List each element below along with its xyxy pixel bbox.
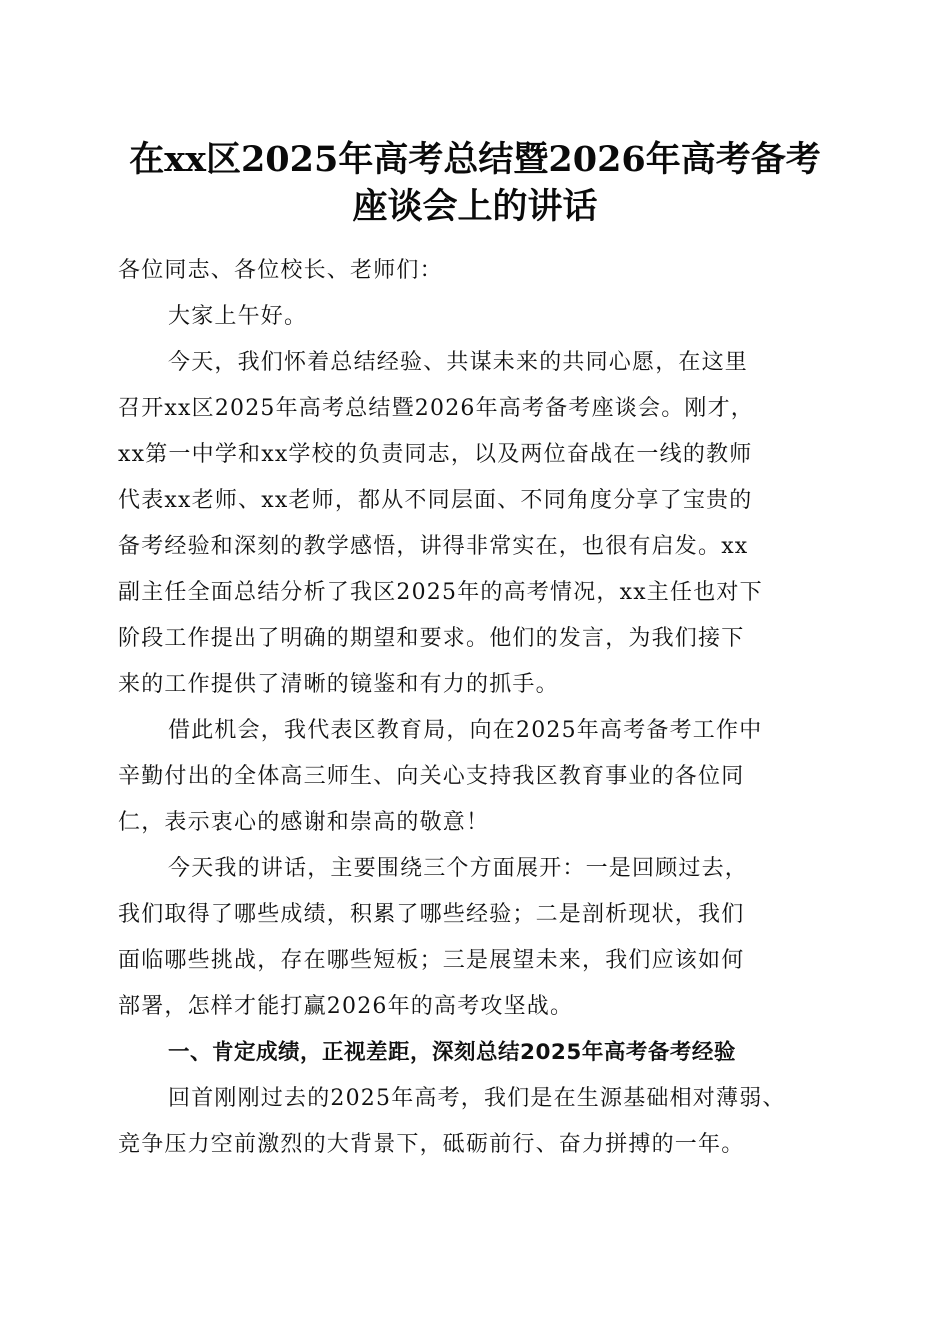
paragraph-line: 面临哪些挑战，存在哪些短板；三是展望未来，我们应该如何 xyxy=(118,948,745,973)
paragraph-line: xx第一中学和xx学校的负责同志，以及两位奋战在一线的教师 xyxy=(118,442,753,467)
paragraph-line: 辛勤付出的全体高三师生、向关心支持我区教育事业的各位同 xyxy=(118,764,745,789)
document-title-line-2: 座谈会上的讲话 xyxy=(352,186,598,227)
paragraph-line: 代表xx老师、xx老师，都从不同层面、不同角度分享了宝贵的 xyxy=(118,488,753,513)
document-title-line-1: 在xx区2025年高考总结暨2026年高考备考 xyxy=(129,139,821,180)
paragraph-line: 召开xx区2025年高考总结暨2026年高考备考座谈会。刚才， xyxy=(118,396,754,421)
paragraph-line: 今天，我们怀着总结经验、共谋未来的共同心愿，在这里 xyxy=(168,350,749,375)
paragraph-line: 备考经验和深刻的教学感悟，讲得非常实在，也很有启发。xx xyxy=(118,534,749,559)
salutation: 各位同志、各位校长、老师们： xyxy=(118,258,443,283)
paragraph-line: 仁，表示衷心的感谢和崇高的敬意！ xyxy=(118,810,490,835)
paragraph-line: 来的工作提供了清晰的镜鉴和有力的抓手。 xyxy=(118,672,559,697)
paragraph-line: 副主任全面总结分析了我区2025年的高考情况，xx主任也对下 xyxy=(118,580,763,605)
paragraph-line: 部署，怎样才能打赢2026年的高考攻坚战。 xyxy=(118,994,574,1019)
paragraph-line: 今天我的讲话，主要围绕三个方面展开：一是回顾过去， xyxy=(168,856,749,881)
paragraph-line: 阶段工作提出了明确的期望和要求。他们的发言，为我们接下 xyxy=(118,626,745,651)
paragraph-line: 我们取得了哪些成绩，积累了哪些经验；二是剖析现状，我们 xyxy=(118,902,745,927)
paragraph-line: 借此机会，我代表区教育局，向在2025年高考备考工作中 xyxy=(168,718,763,743)
paragraph-line: 回首刚刚过去的2025年高考，我们是在生源基础相对薄弱、 xyxy=(168,1086,786,1111)
paragraph-line: 竞争压力空前激烈的大背景下，砥砺前行、奋力拼搏的一年。 xyxy=(118,1132,745,1157)
section-heading: 一、肯定成绩，正视差距，深刻总结2025年高考备考经验 xyxy=(168,1040,736,1065)
greeting: 大家上午好。 xyxy=(168,304,308,329)
